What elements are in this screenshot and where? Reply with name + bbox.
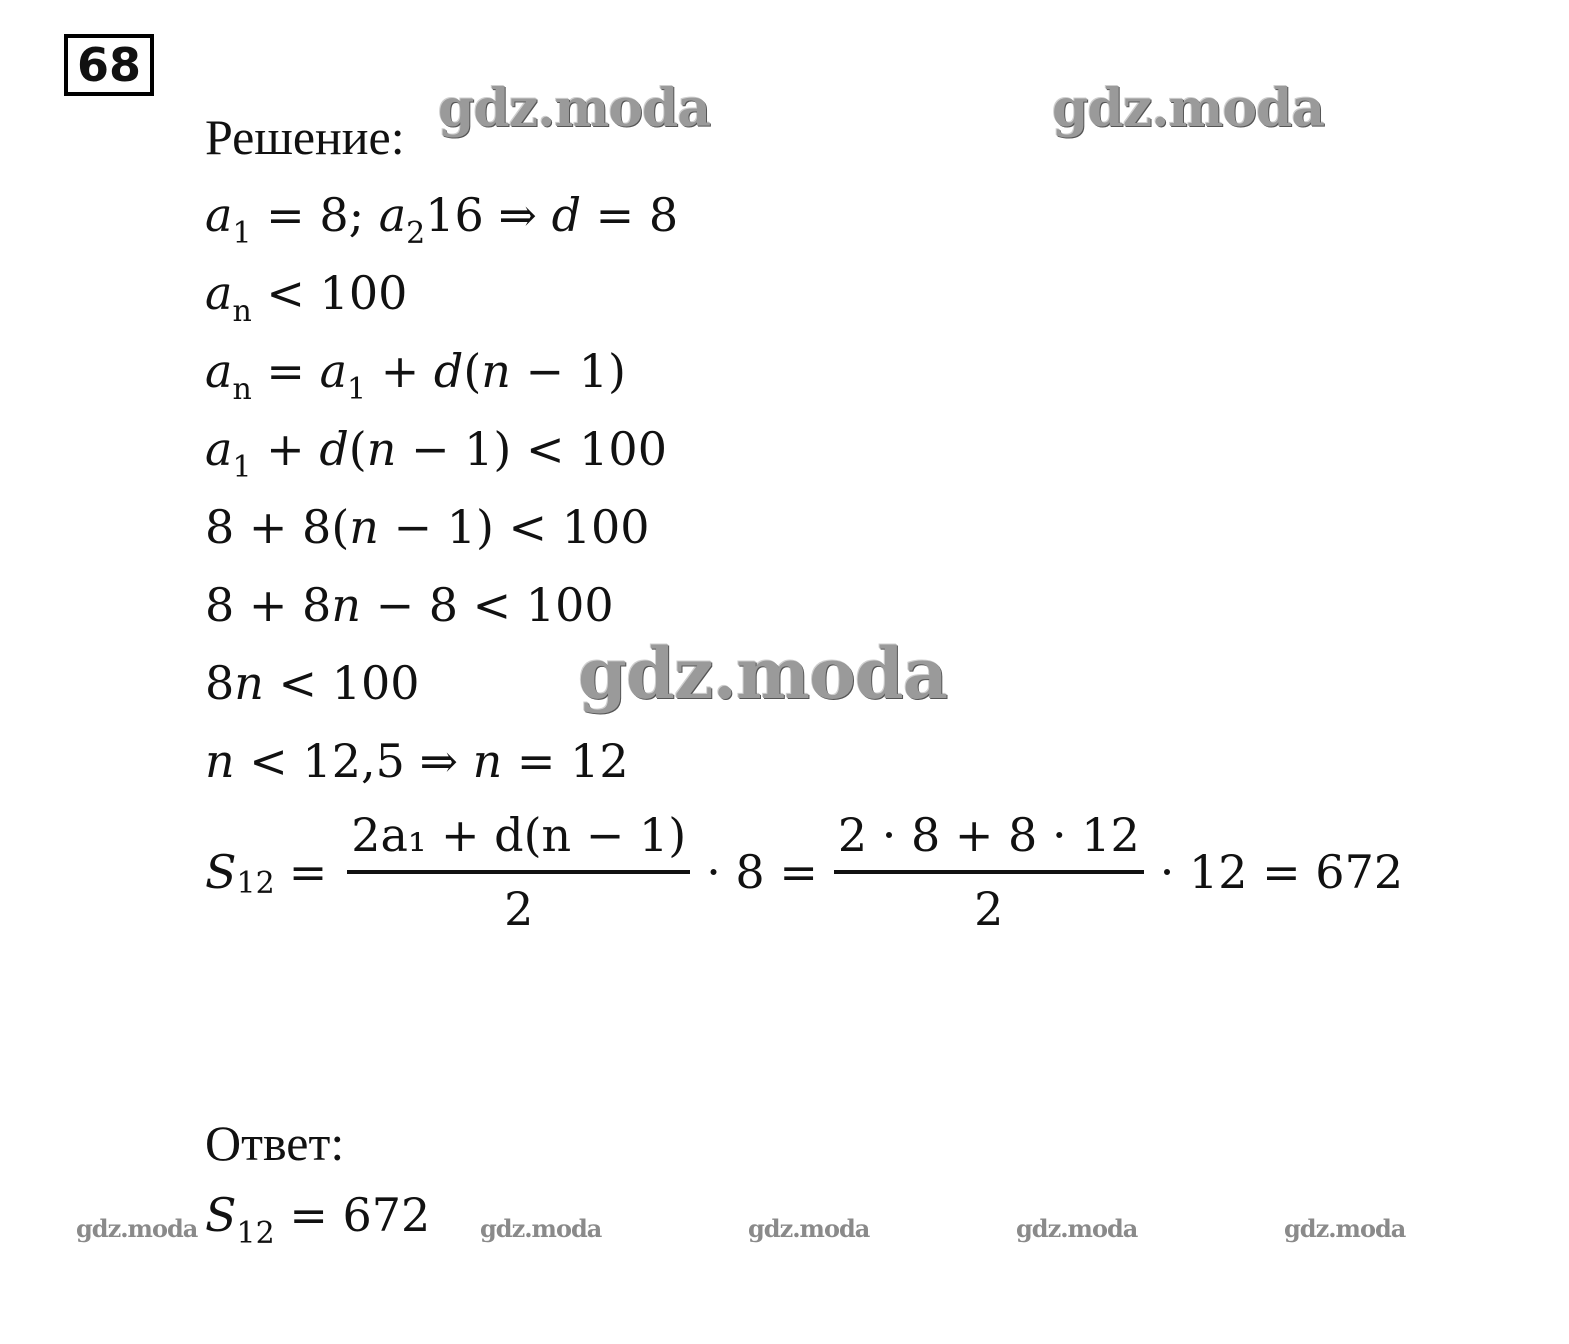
solution-line [205,188,679,251]
sum-mid: · 8 = [706,845,818,899]
variable: a [205,188,233,242]
watermark: gdz.moda [748,1214,870,1243]
solution-label: Решение: [205,109,405,165]
fraction-2-denominator: 2 [974,882,1004,936]
variable: a [319,344,347,398]
answer-lhs-sub: 12 [236,1216,275,1251]
expression-text: = 8 [581,188,679,242]
expression-text: < 100 [263,656,420,710]
expression-text: − 1) < 100 [396,422,667,476]
sum-tail: · 12 = 672 [1159,845,1404,899]
answer-rhs: = 672 [274,1188,431,1242]
subscript: 1 [347,372,367,407]
variable: d [551,188,582,242]
solution-line [205,656,420,710]
variable: a [378,188,407,242]
variable: n [234,656,264,710]
watermark: gdz.moda [76,1214,198,1243]
fraction-1-numerator: 2a₁ + d(n − 1) [351,808,687,862]
fraction-2 [834,808,1144,936]
subscript: 2 [406,216,426,251]
fraction-1 [347,808,690,936]
task-number: 68 [64,34,154,96]
expression-text: ( [463,344,482,398]
variable: n [205,734,235,788]
variable: n [481,344,511,398]
expression-text: + [366,344,434,398]
solution-line [205,344,626,407]
fraction-2-numerator: 2 · 8 + 8 · 12 [837,808,1140,862]
watermark: gdz.moda [1284,1214,1406,1243]
fraction-1-denominator: 2 [504,882,534,936]
expression-text: − 1) < 100 [378,500,650,554]
sum-lhs: S [205,845,237,899]
expression-text: = [251,344,320,398]
answer-lhs: S [205,1188,237,1242]
solution-line [205,422,667,485]
expression-text: ( [348,422,367,476]
watermark: gdz.moda [480,1214,602,1243]
solution-line [205,734,629,788]
answer-label: Ответ: [205,1115,345,1171]
expression-text: 8 [205,656,235,710]
expression-text: = 12 [502,734,629,788]
variable: d [433,344,464,398]
variable: n [472,734,503,788]
answer-line [205,1188,431,1251]
subscript: 1 [232,450,252,485]
watermark: gdz.moda [438,78,711,139]
variable: a [205,266,233,320]
subscript: 1 [232,216,252,251]
variable: n [349,500,379,554]
expression-text: − 1) [510,344,626,398]
solution-line [205,266,408,329]
expression-text: < 100 [251,266,408,320]
subscript: n [232,294,252,329]
solution-line [205,500,650,554]
solution-line [205,578,614,632]
expression-text: + [251,422,320,476]
expression-text: < 12,5 ⇒ [234,734,473,788]
variable: n [366,422,397,476]
expression-text: 8 + 8 [205,578,332,632]
watermark: gdz.moda [1016,1214,1138,1243]
expression-text: 8 + 8( [205,500,350,554]
variable: d [319,422,349,476]
sum-formula: S 12 = $\frac{\text{2a₁ + d(n − 1)}}{2}$ · 8 = $\frac{2 \cdot 8 + 8 \cdot 12}{2}$ · 12 = 672 [205,808,1404,936]
expression-text: − 8 < 100 [360,578,614,632]
sum-lhs-sub: 12 [236,866,275,901]
variable: a [205,344,233,398]
subscript: n [232,372,252,407]
variable: n [331,578,361,632]
expression-text: = 8; [251,188,379,242]
watermark: gdz.moda [578,632,948,715]
watermark: gdz.moda [1052,78,1325,139]
expression-text: 16 ⇒ [425,188,552,242]
variable: a [205,422,233,476]
